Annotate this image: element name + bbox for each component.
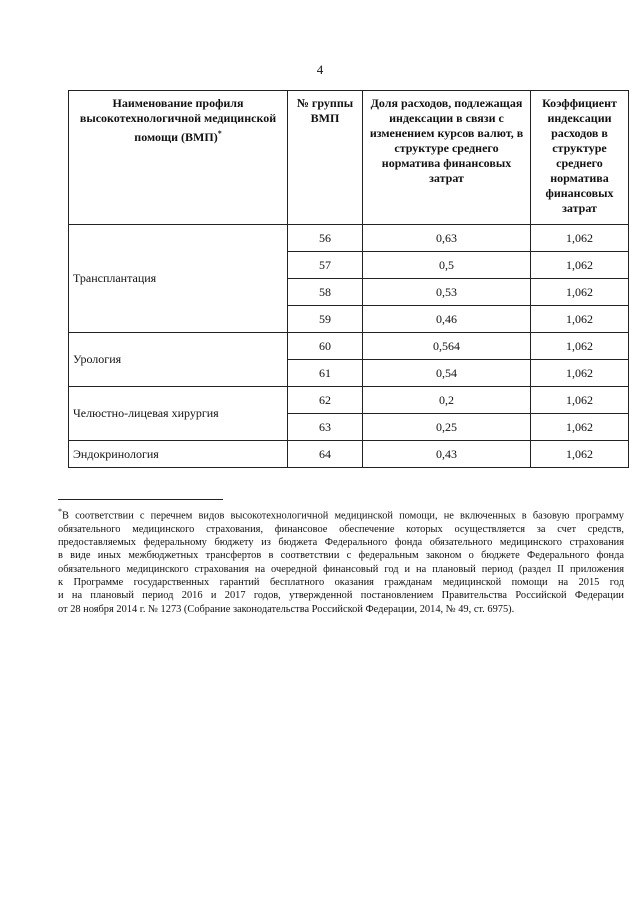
group-number: 58 — [288, 279, 363, 306]
footnote-text: обязательного медицинского страхования, финансовое обеспечение которых осуществляется за счет средств, — [58, 523, 624, 535]
currency-share: 0,564 — [363, 333, 531, 360]
footnote-line — [58, 563, 624, 576]
currency-share: 0,63 — [363, 225, 531, 252]
indexation-coefficient: 1,062 — [531, 225, 629, 252]
footnote-text: и на плановый период 2016 и 2017 годов, утвержденной постановлением Правительства Российской Федерации — [58, 590, 624, 602]
currency-share: 0,5 — [363, 252, 531, 279]
indexation-coefficient: 1,062 — [531, 333, 629, 360]
footnote-line — [58, 576, 624, 589]
profile-name: Урология — [69, 333, 288, 387]
table-row — [69, 441, 629, 468]
group-number: 60 — [288, 333, 363, 360]
header-group: № группы ВМП — [288, 91, 363, 225]
footnote-line — [58, 505, 624, 523]
group-number: 57 — [288, 252, 363, 279]
indexation-coefficient: 1,062 — [531, 360, 629, 387]
footnote-mark: * — [58, 507, 62, 516]
table-row — [69, 225, 629, 252]
footnote-line — [58, 549, 624, 562]
indexation-coefficient: 1,062 — [531, 414, 629, 441]
group-number: 63 — [288, 414, 363, 441]
footnote-divider — [58, 499, 223, 500]
footnote-text: В соответствии с перечнем видов высокотехнологичной медицинской помощи, не включенных в базовую программу — [62, 510, 624, 522]
group-number: 64 — [288, 441, 363, 468]
header-profile — [69, 91, 288, 225]
footnote-text: в виде иных межбюджетных трансфертов в соответствии с федеральным законом о бюджете Федерального фонда — [58, 550, 624, 562]
currency-share: 0,2 — [363, 387, 531, 414]
indexation-coefficient: 1,062 — [531, 441, 629, 468]
group-number: 61 — [288, 360, 363, 387]
footnote — [58, 505, 624, 616]
footnote-text: к Программе государственных гарантий бесплатного оказания гражданам медицинской помощи на 2015 год — [58, 576, 624, 588]
currency-share: 0,54 — [363, 360, 531, 387]
footnote-mark: * — [217, 129, 222, 138]
header-share: Доля расходов, подлежащая индексации в связи с изменением курсов валют, в структуре среднего норматива финансовых затрат — [363, 91, 531, 225]
group-number: 56 — [288, 225, 363, 252]
footnote-text: предоставляемых федеральному бюджету из бюджета Федерального фонда обязательного медицинского страхования — [58, 537, 624, 549]
footnote-line — [58, 523, 624, 536]
footnote-line — [58, 536, 624, 549]
footnote-line — [58, 589, 624, 602]
currency-share: 0,43 — [363, 441, 531, 468]
indexation-coefficient: 1,062 — [531, 306, 629, 333]
table-row — [69, 333, 629, 360]
currency-share: 0,53 — [363, 279, 531, 306]
indexation-coefficient: 1,062 — [531, 387, 629, 414]
page-number: 4 — [316, 62, 324, 77]
group-number: 59 — [288, 306, 363, 333]
header-coefficient: Коэффициент индексации расходов в структуре среднего норматива финансовых затрат — [531, 91, 629, 225]
profile-name: Челюстно-лицевая хирургия — [69, 387, 288, 441]
footnote-text: от 28 ноября 2014 г. № 1273 (Собрание законодательства Российской Федерации, 2014, № 49, ст. 6975). — [58, 603, 515, 615]
table-row — [69, 387, 629, 414]
table-header-row — [69, 91, 629, 225]
indexation-table — [68, 90, 629, 468]
indexation-coefficient: 1,062 — [531, 279, 629, 306]
currency-share: 0,46 — [363, 306, 531, 333]
header-profile-text: Наименование профиля высокотехнологичной медицинской помощи (ВМП) — [79, 96, 277, 144]
profile-name: Трансплантация — [69, 225, 288, 333]
footnote-line — [58, 603, 624, 616]
indexation-coefficient: 1,062 — [531, 252, 629, 279]
group-number: 62 — [288, 387, 363, 414]
profile-name: Эндокринология — [69, 441, 288, 468]
currency-share: 0,25 — [363, 414, 531, 441]
footnote-text: обязательного медицинского страхования на очередной финансовый год и на плановый период (раздел II приложения — [58, 563, 624, 575]
